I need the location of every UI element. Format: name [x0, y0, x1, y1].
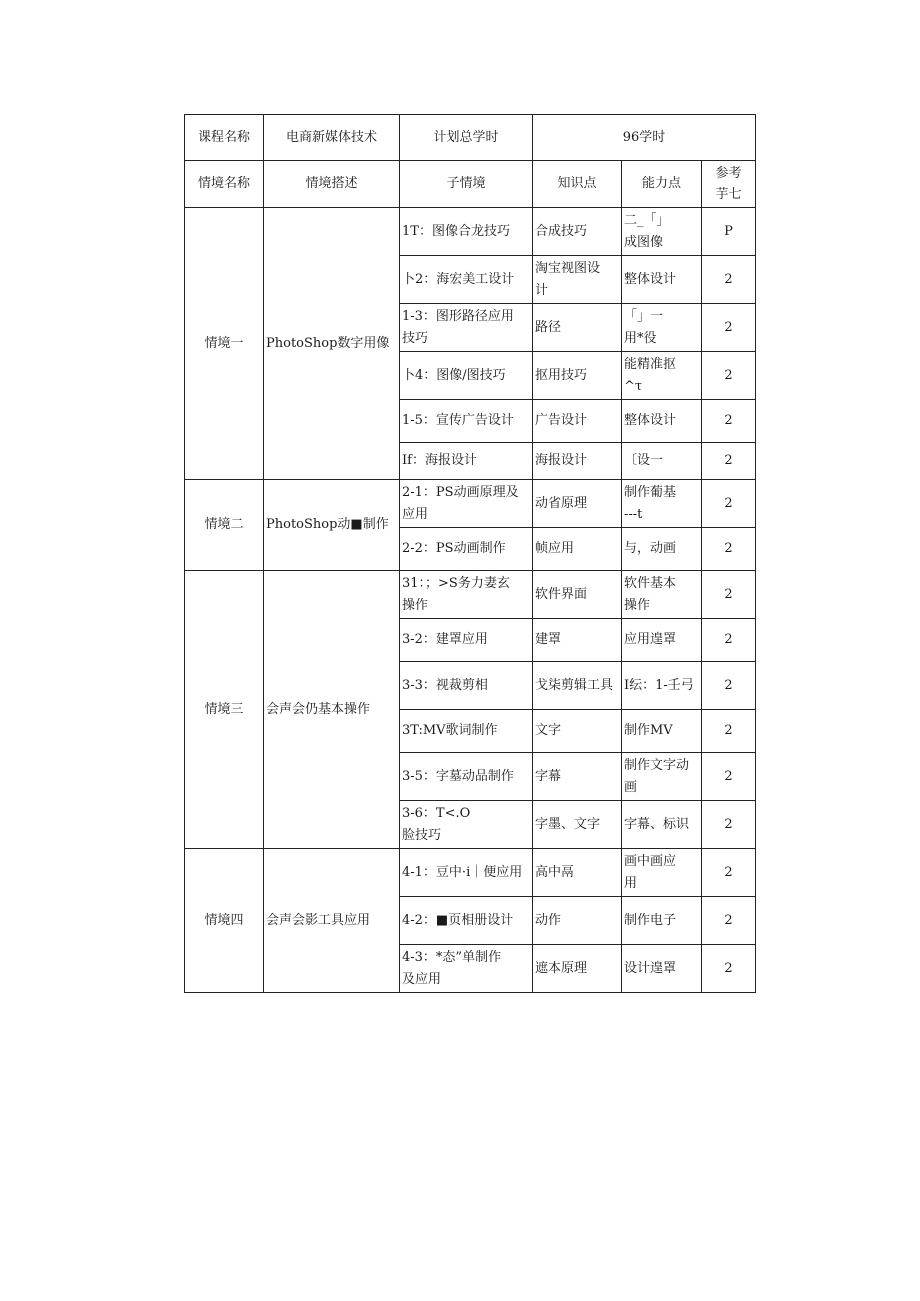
hours-cell: 2 — [702, 710, 756, 753]
hours-cell: 2 — [702, 443, 756, 480]
knowledge-cell: 字幕 — [533, 753, 622, 801]
total-hours-label: 计划总学时 — [400, 115, 533, 161]
ability-cell: 画中画应 用 — [622, 849, 702, 897]
ability-cell: 整体设计 — [622, 256, 702, 304]
sub-situation-cell: 3-2：建罩应用 — [400, 619, 533, 662]
situation-desc: 会声会影工具应用 — [264, 849, 400, 993]
knowledge-cell: 遮本原理 — [533, 945, 622, 993]
hours-cell: 2 — [702, 304, 756, 352]
ability-cell: 设计遑罩 — [622, 945, 702, 993]
hours-cell: 2 — [702, 480, 756, 528]
knowledge-cell: 合成技巧 — [533, 208, 622, 256]
knowledge-cell: 海报设计 — [533, 443, 622, 480]
table-row — [185, 849, 756, 897]
table-row — [185, 208, 756, 256]
situation-desc: PhotoShop数字用像 — [264, 208, 400, 480]
course-name-value: 电商新媒体技术 — [264, 115, 400, 161]
hours-cell: 2 — [702, 256, 756, 304]
ability-cell: 能精准抠 ^τ — [622, 352, 702, 400]
hours-cell: P — [702, 208, 756, 256]
sub-situation-cell: 3-5：字墓动品制作 — [400, 753, 533, 801]
course-info-row — [185, 115, 756, 161]
ability-cell: I纭：1-壬弓 — [622, 662, 702, 710]
sub-situation-cell: 2-2：PS动画制作 — [400, 528, 533, 571]
situation-name: 情境一 — [185, 208, 264, 480]
ability-cell: 二_「」 成图像 — [622, 208, 702, 256]
sub-situation-cell: 卜4：图像/图技巧 — [400, 352, 533, 400]
knowledge-cell: 动省原理 — [533, 480, 622, 528]
knowledge-cell: 戈柒剪辑工具 — [533, 662, 622, 710]
sub-situation-cell: If：海报设计 — [400, 443, 533, 480]
col-header-ability: 能力点 — [622, 161, 702, 208]
ability-cell: 制作电子 — [622, 897, 702, 945]
ability-cell: 〔设一 — [622, 443, 702, 480]
sub-situation-cell: 4-2：■页相册设计 — [400, 897, 533, 945]
knowledge-cell: 文字 — [533, 710, 622, 753]
knowledge-cell: 淘宝视图设 计 — [533, 256, 622, 304]
col-header-reference-hours: 参考 芋七 — [702, 161, 756, 208]
knowledge-cell: 广告设计 — [533, 400, 622, 443]
situation-name: 情境二 — [185, 480, 264, 571]
ability-cell: 软件基本 操作 — [622, 571, 702, 619]
hours-cell: 2 — [702, 400, 756, 443]
knowledge-cell: 路径 — [533, 304, 622, 352]
knowledge-cell: 高中鬲 — [533, 849, 622, 897]
table-row — [185, 480, 756, 528]
sub-situation-cell: 3-3：视裁剪相 — [400, 662, 533, 710]
ability-cell: 「」一 用*役 — [622, 304, 702, 352]
sub-situation-cell: 4-3：*态”单制作 及应用 — [400, 945, 533, 993]
sub-situation-cell: 1T：图像合龙技巧 — [400, 208, 533, 256]
knowledge-cell: 建罩 — [533, 619, 622, 662]
total-hours-value: 96学时 — [533, 115, 756, 161]
col-header-sub-situation: 子情境 — [400, 161, 533, 208]
course-name-label: 课程名称 — [185, 115, 264, 161]
sub-situation-cell: 3-6：T<.O 脸技巧 — [400, 801, 533, 849]
sub-situation-cell: 卜2：海宏美工设计 — [400, 256, 533, 304]
col-header-situation-name: 情境名称 — [185, 161, 264, 208]
sub-situation-cell: 1-3：图形路径应用 技巧 — [400, 304, 533, 352]
situation-desc: PhotoShop动■制作 — [264, 480, 400, 571]
sub-situation-cell: 31：；>S务力妻玄 操作 — [400, 571, 533, 619]
ability-cell: 字幕、标识 — [622, 801, 702, 849]
col-header-knowledge: 知识点 — [533, 161, 622, 208]
course-plan-table — [184, 114, 756, 993]
situation-name: 情境四 — [185, 849, 264, 993]
hours-cell: 2 — [702, 897, 756, 945]
ability-cell: 制作MV — [622, 710, 702, 753]
ability-cell: 整体设计 — [622, 400, 702, 443]
sub-situation-cell: 4-1：豆中·i｜便应用 — [400, 849, 533, 897]
sub-situation-cell: 2-1：PS动画原理及 应用 — [400, 480, 533, 528]
hours-cell: 2 — [702, 619, 756, 662]
knowledge-cell: 抠用技巧 — [533, 352, 622, 400]
knowledge-cell: 软件界面 — [533, 571, 622, 619]
situation-desc: 会声会仍基本操作 — [264, 571, 400, 849]
hours-cell: 2 — [702, 753, 756, 801]
hours-cell: 2 — [702, 352, 756, 400]
table-row — [185, 571, 756, 619]
situation-name: 情境三 — [185, 571, 264, 849]
hours-cell: 2 — [702, 801, 756, 849]
hours-cell: 2 — [702, 662, 756, 710]
ability-cell: 与，动画 — [622, 528, 702, 571]
hours-cell: 2 — [702, 571, 756, 619]
knowledge-cell: 动作 — [533, 897, 622, 945]
column-header-row — [185, 161, 756, 208]
hours-cell: 2 — [702, 945, 756, 993]
knowledge-cell: 帧应用 — [533, 528, 622, 571]
col-header-situation-desc: 情境搭述 — [264, 161, 400, 208]
knowledge-cell: 字墨、文字 — [533, 801, 622, 849]
sub-situation-cell: 1-5：宣传广告设计 — [400, 400, 533, 443]
ability-cell: 应用遑罩 — [622, 619, 702, 662]
sub-situation-cell: 3T:MV歌词制作 — [400, 710, 533, 753]
ability-cell: 制作葡基 ---t — [622, 480, 702, 528]
hours-cell: 2 — [702, 528, 756, 571]
hours-cell: 2 — [702, 849, 756, 897]
ability-cell: 制作文字动 画 — [622, 753, 702, 801]
